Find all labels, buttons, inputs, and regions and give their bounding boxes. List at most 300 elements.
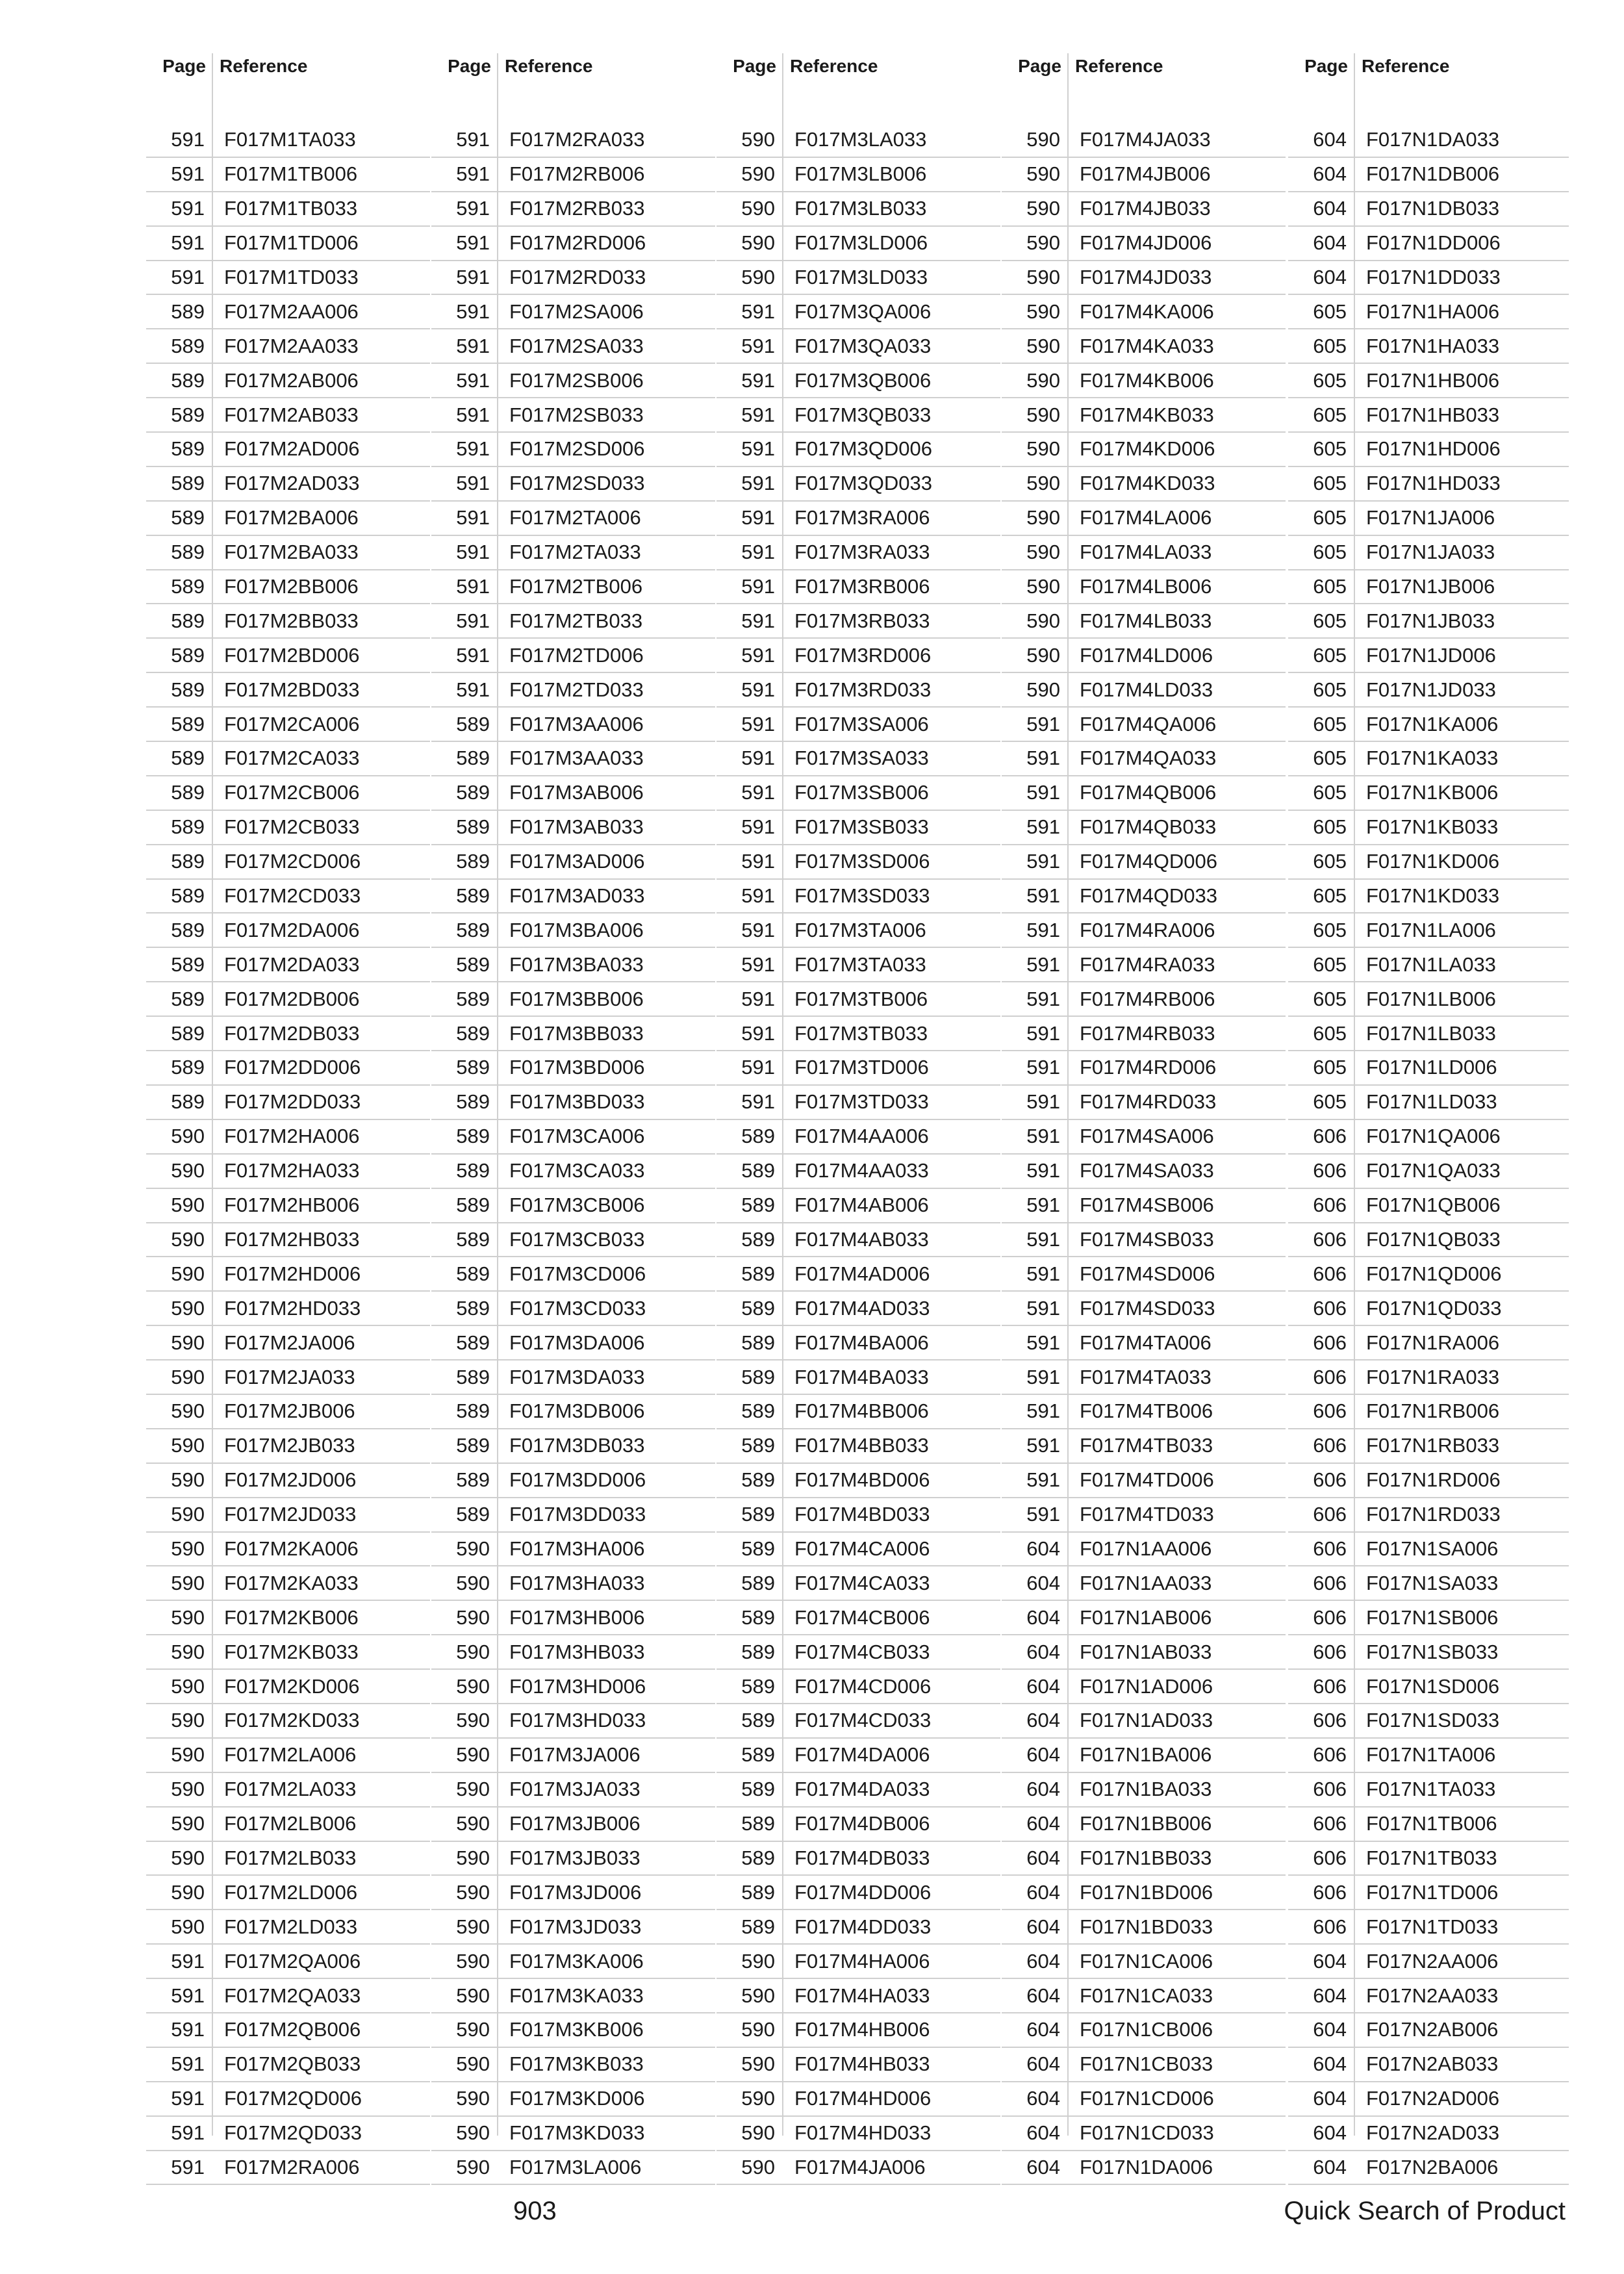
reference-cell: F017M3DA006 <box>498 1325 715 1360</box>
page-cell: 589 <box>717 1772 783 1807</box>
table-row <box>431 1635 715 1669</box>
reference-cell: F017N1QA006 <box>1354 1119 1569 1154</box>
page-cell: 591 <box>717 363 783 398</box>
reference-cell: F017M3SB006 <box>783 776 1000 810</box>
reference-cell: F017M2CA033 <box>212 741 430 776</box>
reference-cell: F017M3DA033 <box>498 1360 715 1394</box>
reference-cell: F017N1LB006 <box>1354 982 1569 1016</box>
page-cell: 589 <box>431 1360 498 1394</box>
table-row <box>146 157 430 192</box>
table-row <box>1002 1910 1286 1944</box>
table-row <box>717 2082 1000 2116</box>
reference-cell: F017M3BA006 <box>498 913 715 947</box>
table-row <box>1002 570 1286 604</box>
page-cell: 591 <box>1002 1119 1068 1154</box>
table-row <box>1002 157 1286 192</box>
page-cell: 591 <box>717 845 783 879</box>
reference-cell: F017M4DA006 <box>783 1738 1000 1772</box>
page-cell: 590 <box>717 1978 783 2013</box>
page-cell: 591 <box>431 466 498 501</box>
reference-cell: F017M3LA033 <box>783 123 1000 157</box>
reference-cell: F017M3AB006 <box>498 776 715 810</box>
page-cell: 589 <box>717 1807 783 1841</box>
table-row <box>1288 1223 1569 1257</box>
reference-cell: F017M4RB033 <box>1068 1016 1286 1051</box>
reference-cell: F017M2BB006 <box>212 570 430 604</box>
page-cell: 591 <box>1002 913 1068 947</box>
reference-cell: F017M2RB033 <box>498 192 715 226</box>
table-row <box>717 535 1000 570</box>
table-row <box>146 363 430 398</box>
table-row <box>1288 1360 1569 1394</box>
table-row <box>146 1360 430 1394</box>
table-row <box>1002 1772 1286 1807</box>
page-cell: 606 <box>1288 1532 1354 1566</box>
reference-cell: F017N1JB006 <box>1354 570 1569 604</box>
page-cell: 591 <box>1002 1498 1068 1532</box>
reference-header: Reference <box>220 56 308 76</box>
table-row <box>431 672 715 707</box>
reference-cell: F017M3QB033 <box>783 398 1000 432</box>
page-cell: 589 <box>717 1875 783 1910</box>
table-row <box>146 1085 430 1119</box>
page-cell: 605 <box>1288 535 1354 570</box>
reference-cell: F017M4HB006 <box>783 2013 1000 2047</box>
page-cell: 589 <box>431 776 498 810</box>
table-row <box>1002 1051 1286 1085</box>
table-row <box>1288 123 1569 157</box>
table-row <box>1002 982 1286 1016</box>
reference-cell: F017N1TA006 <box>1354 1738 1569 1772</box>
table-row <box>431 1704 715 1738</box>
table-row <box>717 1566 1000 1600</box>
table-row <box>717 810 1000 845</box>
table-row <box>1002 1600 1286 1635</box>
table-row <box>717 1360 1000 1394</box>
page-cell: 604 <box>1288 226 1354 261</box>
table-row <box>717 1257 1000 1291</box>
page-cell: 606 <box>1288 1669 1354 1704</box>
reference-cell: F017M3CD006 <box>498 1257 715 1291</box>
page-cell: 591 <box>431 638 498 672</box>
page-cell: 590 <box>431 2013 498 2047</box>
page-cell: 590 <box>431 1875 498 1910</box>
page-cell: 589 <box>717 1223 783 1257</box>
table-row <box>717 741 1000 776</box>
reference-cell: F017M3TB006 <box>783 982 1000 1016</box>
table-row <box>1002 1532 1286 1566</box>
reference-cell: F017N1JD033 <box>1354 672 1569 707</box>
reference-cell: F017M2DA006 <box>212 913 430 947</box>
page-cell: 605 <box>1288 672 1354 707</box>
table-row <box>1288 1772 1569 1807</box>
reference-cell: F017M4BB006 <box>783 1394 1000 1429</box>
page-cell: 590 <box>431 1944 498 1978</box>
reference-cell: F017N1DB033 <box>1354 192 1569 226</box>
table-row <box>146 741 430 776</box>
page-cell: 591 <box>146 157 212 192</box>
reference-cell: F017M3QA033 <box>783 329 1000 363</box>
page-cell: 591 <box>717 329 783 363</box>
reference-cell: F017M2SA033 <box>498 329 715 363</box>
page-cell: 589 <box>431 1429 498 1463</box>
reference-cell: F017M2JB033 <box>212 1429 430 1463</box>
table-row <box>146 1944 430 1978</box>
page-cell: 589 <box>717 1257 783 1291</box>
table-row <box>717 1188 1000 1223</box>
page-cell: 589 <box>146 810 212 845</box>
page-header: Page <box>1018 56 1061 76</box>
table-row <box>146 501 430 535</box>
reference-cell: F017M3QB006 <box>783 363 1000 398</box>
reference-cell: F017M2HA006 <box>212 1119 430 1154</box>
page-cell: 590 <box>146 1498 212 1532</box>
reference-cell: F017M3HD033 <box>498 1704 715 1738</box>
page-cell: 604 <box>1002 2082 1068 2116</box>
reference-cell: F017M3BB006 <box>498 982 715 1016</box>
table-row <box>146 982 430 1016</box>
table-row <box>146 707 430 741</box>
page-cell: 591 <box>717 810 783 845</box>
page-cell: 591 <box>1002 1360 1068 1394</box>
reference-cell: F017M2AB006 <box>212 363 430 398</box>
reference-cell: F017M3HA033 <box>498 1566 715 1600</box>
table-row <box>431 2047 715 2082</box>
page-cell: 591 <box>717 535 783 570</box>
page-cell: 590 <box>146 1532 212 1566</box>
page-cell: 589 <box>431 741 498 776</box>
reference-cell: F017N1LA033 <box>1354 947 1569 982</box>
page-cell: 590 <box>431 1566 498 1600</box>
reference-cell: F017M2HD033 <box>212 1291 430 1325</box>
page-cell: 591 <box>1002 1257 1068 1291</box>
table-row <box>1002 1875 1286 1910</box>
reference-cell: F017M2DD006 <box>212 1051 430 1085</box>
page-cell: 591 <box>431 123 498 157</box>
reference-cell: F017M3HB033 <box>498 1635 715 1669</box>
reference-cell: F017M4RA033 <box>1068 947 1286 982</box>
table-row <box>1002 2151 1286 2185</box>
table-row <box>717 604 1000 638</box>
table-row <box>146 2047 430 2082</box>
table-row <box>1002 2013 1286 2047</box>
page-cell: 589 <box>146 363 212 398</box>
page-cell: 590 <box>431 1910 498 1944</box>
reference-cell: F017M4JA006 <box>783 2151 1000 2185</box>
reference-table <box>1288 123 1569 2185</box>
page-cell: 606 <box>1288 1910 1354 1944</box>
table-row <box>1288 1291 1569 1325</box>
reference-cell: F017N1TD006 <box>1354 1875 1569 1910</box>
reference-cell: F017M4SB006 <box>1068 1188 1286 1223</box>
table-row <box>431 261 715 295</box>
page-cell: 589 <box>717 1154 783 1188</box>
table-row <box>146 638 430 672</box>
page-cell: 606 <box>1288 1772 1354 1807</box>
page-cell: 604 <box>1288 2082 1354 2116</box>
page-cell: 591 <box>717 398 783 432</box>
reference-cell: F017M4KD033 <box>1068 466 1286 501</box>
table-row <box>431 1669 715 1704</box>
table-row <box>431 1429 715 1463</box>
page-cell: 589 <box>146 638 212 672</box>
table-row <box>431 1154 715 1188</box>
reference-cell: F017N1BA006 <box>1068 1738 1286 1772</box>
page-cell: 604 <box>1002 1978 1068 2013</box>
reference-cell: F017N1CB033 <box>1068 2047 1286 2082</box>
page-cell: 591 <box>146 2151 212 2185</box>
page-cell: 604 <box>1002 1566 1068 1600</box>
page-cell: 604 <box>1002 2116 1068 2151</box>
page-cell: 590 <box>1002 226 1068 261</box>
table-row <box>717 776 1000 810</box>
reference-cell: F017M4JA033 <box>1068 123 1286 157</box>
table-row <box>431 741 715 776</box>
reference-cell: F017M4RD033 <box>1068 1085 1286 1119</box>
table-row <box>1288 913 1569 947</box>
page-cell: 606 <box>1288 1223 1354 1257</box>
reference-cell: F017M4BD006 <box>783 1463 1000 1498</box>
table-row <box>431 845 715 879</box>
page-cell: 590 <box>146 1875 212 1910</box>
table-row <box>1288 2082 1569 2116</box>
table-row <box>1002 1188 1286 1223</box>
reference-cell: F017M3JD033 <box>498 1910 715 1944</box>
page-cell: 591 <box>1002 776 1068 810</box>
table-row <box>717 845 1000 879</box>
page-cell: 590 <box>431 1738 498 1772</box>
table-row <box>431 1944 715 1978</box>
table-row <box>1002 2082 1286 2116</box>
table-row <box>1288 329 1569 363</box>
table-row <box>1288 1875 1569 1910</box>
table-row <box>717 1532 1000 1566</box>
reference-cell: F017M4JB006 <box>1068 157 1286 192</box>
page-cell: 591 <box>431 672 498 707</box>
reference-cell: F017M3BB033 <box>498 1016 715 1051</box>
reference-cell: F017N1JD006 <box>1354 638 1569 672</box>
page-cell: 591 <box>717 1085 783 1119</box>
reference-cell: F017M3BA033 <box>498 947 715 982</box>
table-row <box>1002 1085 1286 1119</box>
reference-cell: F017N2AD033 <box>1354 2116 1569 2151</box>
page-cell: 591 <box>1002 1291 1068 1325</box>
reference-cell: F017M3JA006 <box>498 1738 715 1772</box>
page-cell: 589 <box>146 845 212 879</box>
page-cell: 606 <box>1288 1807 1354 1841</box>
reference-cell: F017M4DD033 <box>783 1910 1000 1944</box>
reference-cell: F017M4QA006 <box>1068 707 1286 741</box>
reference-cell: F017M3CD033 <box>498 1291 715 1325</box>
reference-cell: F017M3JD006 <box>498 1875 715 1910</box>
page-cell: 590 <box>431 2047 498 2082</box>
table-row <box>1288 294 1569 329</box>
page-cell: 589 <box>431 1051 498 1085</box>
reference-cell: F017M4LA033 <box>1068 535 1286 570</box>
page-cell: 590 <box>431 1600 498 1635</box>
reference-cell: F017N1CD033 <box>1068 2116 1286 2151</box>
table-row <box>431 192 715 226</box>
page-cell: 589 <box>146 913 212 947</box>
table-row <box>1002 1016 1286 1051</box>
table-row <box>431 1119 715 1154</box>
table-row <box>146 2116 430 2151</box>
page-cell: 590 <box>1002 123 1068 157</box>
table-row <box>431 707 715 741</box>
reference-cell: F017M4LD006 <box>1068 638 1286 672</box>
table-row <box>146 1978 430 2013</box>
table-row <box>1288 604 1569 638</box>
reference-cell: F017M4TA006 <box>1068 1325 1286 1360</box>
reference-cell: F017M4RB006 <box>1068 982 1286 1016</box>
page-cell: 591 <box>146 1978 212 2013</box>
page-cell: 589 <box>146 879 212 913</box>
reference-cell: F017M2TD006 <box>498 638 715 672</box>
page-cell: 589 <box>146 982 212 1016</box>
reference-cell: F017N1DA033 <box>1354 123 1569 157</box>
page-cell: 604 <box>1288 192 1354 226</box>
page-cell: 605 <box>1288 466 1354 501</box>
table-row <box>146 1532 430 1566</box>
table-row <box>1002 1257 1286 1291</box>
reference-cell: F017M1TB006 <box>212 157 430 192</box>
reference-cell: F017N1BB033 <box>1068 1841 1286 1876</box>
reference-cell: F017M2RA033 <box>498 123 715 157</box>
reference-cell: F017N1TD033 <box>1354 1910 1569 1944</box>
table-row <box>1288 1978 1569 2013</box>
table-row <box>1002 123 1286 157</box>
reference-cell: F017M4HD033 <box>783 2116 1000 2151</box>
page-cell: 590 <box>431 2082 498 2116</box>
page-header: Page <box>162 56 206 76</box>
table-row <box>1002 363 1286 398</box>
table-row <box>431 947 715 982</box>
page-cell: 590 <box>717 2151 783 2185</box>
reference-cell: F017M3RB033 <box>783 604 1000 638</box>
table-row <box>1288 261 1569 295</box>
reference-cell: F017M4SD033 <box>1068 1291 1286 1325</box>
reference-cell: F017M4BD033 <box>783 1498 1000 1532</box>
reference-cell: F017M3LA006 <box>498 2151 715 2185</box>
page-cell: 589 <box>717 1498 783 1532</box>
table-row <box>1288 741 1569 776</box>
page-cell: 591 <box>431 570 498 604</box>
table-row <box>1002 741 1286 776</box>
table-row <box>431 1394 715 1429</box>
table-row <box>717 638 1000 672</box>
reference-cell: F017N1HD033 <box>1354 466 1569 501</box>
reference-cell: F017M3SA006 <box>783 707 1000 741</box>
reference-cell: F017M4CD033 <box>783 1704 1000 1738</box>
reference-cell: F017N1KD033 <box>1354 879 1569 913</box>
page-cell: 589 <box>431 810 498 845</box>
table-row <box>146 2151 430 2185</box>
reference-cell: F017N1DA006 <box>1068 2151 1286 2185</box>
reference-cell: F017M2CB033 <box>212 810 430 845</box>
table-row <box>1002 1394 1286 1429</box>
table-row <box>1288 1704 1569 1738</box>
table-row <box>146 1223 430 1257</box>
table-row <box>1288 226 1569 261</box>
table-row <box>1002 1978 1286 2013</box>
table-row <box>146 1635 430 1669</box>
reference-cell: F017M4DB006 <box>783 1807 1000 1841</box>
reference-cell: F017M2SA006 <box>498 294 715 329</box>
reference-cell: F017M4TD006 <box>1068 1463 1286 1498</box>
reference-cell: F017M2CB006 <box>212 776 430 810</box>
table-row <box>431 1291 715 1325</box>
page-cell: 605 <box>1288 638 1354 672</box>
table-row <box>1288 1257 1569 1291</box>
table-row <box>1288 776 1569 810</box>
reference-cell: F017M3HD006 <box>498 1669 715 1704</box>
reference-header: Reference <box>790 56 878 76</box>
reference-cell: F017M2QA006 <box>212 1944 430 1978</box>
page-cell: 591 <box>1002 1051 1068 1085</box>
reference-cell: F017M2HB006 <box>212 1188 430 1223</box>
reference-cell: F017M3CA033 <box>498 1154 715 1188</box>
page-cell: 605 <box>1288 1051 1354 1085</box>
reference-cell: F017N1QD006 <box>1354 1257 1569 1291</box>
page-cell: 590 <box>146 1291 212 1325</box>
page-cell: 605 <box>1288 398 1354 432</box>
reference-header: Reference <box>505 56 593 76</box>
page-cell: 605 <box>1288 913 1354 947</box>
page-cell: 589 <box>431 1085 498 1119</box>
reference-cell: F017M3JB006 <box>498 1807 715 1841</box>
table-row <box>1002 1463 1286 1498</box>
page-cell: 589 <box>717 1532 783 1566</box>
page-cell: 589 <box>431 845 498 879</box>
page-cell: 605 <box>1288 570 1354 604</box>
reference-cell: F017M3HA006 <box>498 1532 715 1566</box>
page-cell: 591 <box>717 466 783 501</box>
reference-cell: F017M4DD006 <box>783 1875 1000 1910</box>
table-row <box>1288 501 1569 535</box>
reference-cell: F017M3KA033 <box>498 1978 715 2013</box>
table-row <box>1002 1566 1286 1600</box>
table-row <box>717 913 1000 947</box>
page-header: Page <box>448 56 491 76</box>
reference-cell: F017M1TD006 <box>212 226 430 261</box>
reference-cell: F017M2SB006 <box>498 363 715 398</box>
reference-cell: F017M4CB006 <box>783 1600 1000 1635</box>
table-row <box>1002 432 1286 466</box>
reference-cell: F017M2AD006 <box>212 432 430 466</box>
table-row <box>146 672 430 707</box>
page-cell: 606 <box>1288 1704 1354 1738</box>
page-cell: 590 <box>431 1704 498 1738</box>
page-cell: 591 <box>1002 707 1068 741</box>
reference-cell: F017M3DD033 <box>498 1498 715 1532</box>
reference-cell: F017M3LB006 <box>783 157 1000 192</box>
reference-cell: F017M4CD006 <box>783 1669 1000 1704</box>
table-row <box>431 329 715 363</box>
page-cell: 606 <box>1288 1119 1354 1154</box>
table-row <box>717 1498 1000 1532</box>
page-cell: 591 <box>431 604 498 638</box>
page-cell: 591 <box>431 329 498 363</box>
reference-cell: F017N1AB033 <box>1068 1635 1286 1669</box>
table-row <box>717 1807 1000 1841</box>
page-cell: 591 <box>146 1944 212 1978</box>
table-row <box>1002 226 1286 261</box>
reference-cell: F017M4JD006 <box>1068 226 1286 261</box>
table-row <box>1002 604 1286 638</box>
page-cell: 589 <box>431 1291 498 1325</box>
table-row <box>1002 1841 1286 1876</box>
table-row <box>1288 845 1569 879</box>
